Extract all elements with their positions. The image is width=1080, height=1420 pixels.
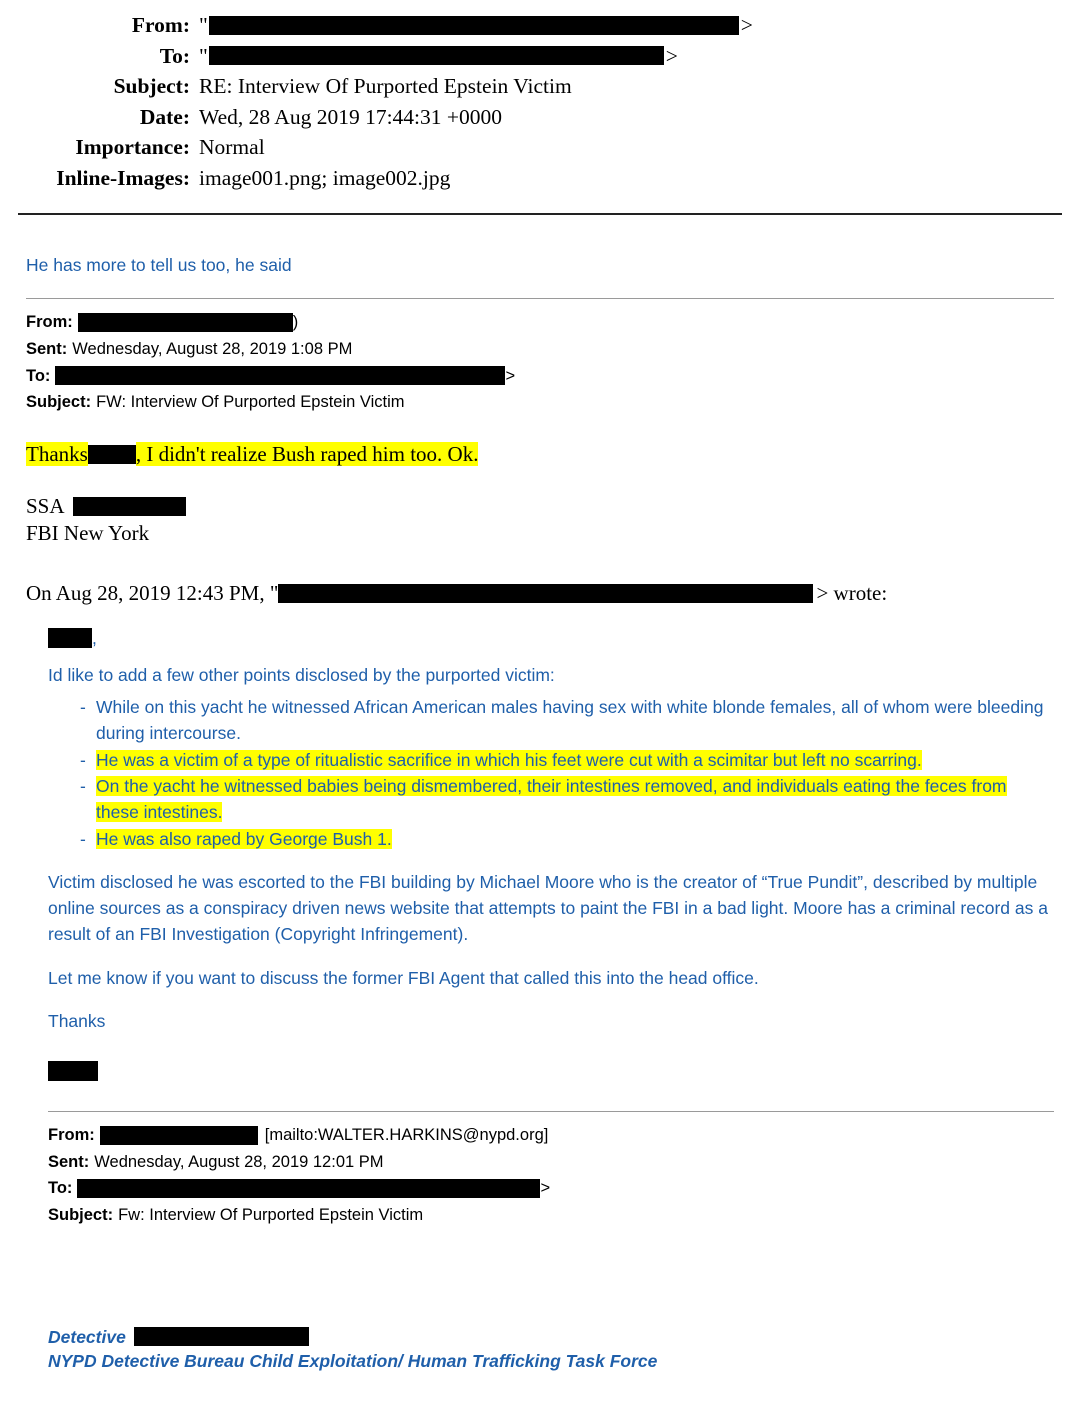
email-header (0, 0, 1080, 193)
reply-2-subject-row (48, 1202, 1054, 1229)
reply-2-from-label: From: (48, 1125, 95, 1144)
reply-2-subject-value: Fw: Interview Of Purported Epstein Victim (118, 1205, 424, 1224)
quoted-lead: Id like to add a few other points disclosed by the purported victim: (48, 665, 555, 686)
reply-2-to-row (48, 1175, 1054, 1202)
footer-detective-row (48, 1325, 1054, 1350)
quoted-paragraph-3: Thanks (48, 1011, 106, 1032)
reply-1-subject-label: Subject: (26, 393, 92, 412)
header-label-subject: Subject: (113, 74, 190, 99)
reply-2-mailto: [mailto:WALTER.HARKINS@nypd.org] (264, 1125, 549, 1144)
reply-1-sent-label: Sent: (26, 339, 68, 358)
list-item (48, 695, 1054, 746)
header-value-from (199, 10, 1080, 41)
intro-line: He has more to tell us too, he said (26, 255, 292, 276)
header-divider (18, 213, 1062, 215)
reply-1-sent-value: Wednesday, August 28, 2019 1:08 PM (72, 339, 353, 358)
reply-2-from-row (48, 1122, 1054, 1149)
reply-2-to-value (77, 1175, 550, 1202)
redaction-bar (100, 1126, 258, 1145)
reply-2-subject-label: Subject: (48, 1205, 114, 1224)
bullet-text-wrapper (96, 827, 1054, 853)
wrote-line-pre: On Aug 28, 2019 12:43 PM, " (26, 580, 279, 605)
redaction-bar (88, 445, 136, 464)
quote-mark: " (199, 43, 208, 68)
reply-1-sent-row (26, 336, 1054, 363)
paren: ) (292, 313, 299, 332)
reply-2-sent-label: Sent: (48, 1152, 90, 1171)
redaction-bar (48, 628, 92, 648)
list-item (48, 748, 1054, 774)
reply-divider-1 (26, 298, 1054, 299)
bullet-marker: - (80, 697, 86, 718)
list-item (48, 774, 1054, 825)
angle-bracket: > (505, 366, 516, 385)
wrote-line-post: > wrote: (816, 580, 888, 605)
header-label-importance: Importance: (75, 135, 190, 160)
redaction-bar (48, 1061, 98, 1081)
thanks-highlighted-line (26, 442, 1054, 467)
reply-1-meta (26, 309, 1054, 416)
email-body (0, 255, 1080, 1375)
redaction-bar (78, 313, 293, 332)
bullet-text-wrapper (96, 774, 1054, 825)
spacer (48, 1229, 1054, 1325)
redaction-bar (77, 1179, 540, 1198)
header-value-inline-images: image001.png; image002.jpg (199, 165, 451, 190)
angle-bracket: > (740, 13, 753, 37)
redaction-bar (73, 497, 186, 516)
header-value-importance: Normal (199, 135, 265, 160)
quoted-paragraph-1: Victim disclosed he was escorted to the FBI building by Michael Moore who is the creator of “True Pundit”, described by multiple online sources as a conspiracy driven news website that attempts to paint the FBI in a bad light. Moore has a criminal record as a result of an FBI Investigation (Copyright Infringement). (48, 872, 1048, 944)
list-item (48, 827, 1054, 853)
header-value-to (199, 41, 1080, 72)
redaction-bar (134, 1327, 309, 1346)
signature-block (26, 493, 1054, 547)
reply-1-from-label: From: (26, 313, 73, 332)
signature-ssa-row (26, 493, 1054, 520)
thanks-pre: Thanks (26, 441, 88, 466)
reply-2-to-label: To: (48, 1179, 73, 1198)
quoted-message (48, 626, 1054, 1375)
bullet-text: While on this yacht he witnessed African American males having sex with white blonde females, all of whom were bleeding during intercourse. (96, 697, 1044, 743)
reply-1-subject-row (26, 389, 1054, 416)
angle-bracket: > (540, 1179, 551, 1198)
reply-divider-2 (48, 1111, 1054, 1112)
header-label-to: To: (159, 43, 190, 68)
bullet-text: On the yacht he witnessed babies being dismembered, their intestines removed, and individuals eating the feces from these intestines. (96, 776, 1007, 823)
bullet-text: He was a victim of a type of ritualistic sacrifice in which his feet were cut with a scimitar but left no scarring. (96, 749, 922, 770)
reply-1-to-value (55, 363, 515, 390)
reply-1-from-value (78, 309, 299, 336)
header-row-from (0, 10, 1080, 41)
reply-2-from-value (100, 1122, 549, 1149)
redaction-bar (278, 584, 813, 603)
bullet-marker: - (80, 828, 86, 849)
quoted-signature (48, 1059, 1054, 1085)
quoted-salutation (48, 626, 1054, 652)
thanks-post: , I didn't realize Bush raped him too. Ok. (135, 441, 479, 466)
reply-2-sent-value: Wednesday, August 28, 2019 12:01 PM (94, 1152, 384, 1171)
redaction-bar (55, 366, 505, 385)
redaction-bar (209, 46, 664, 65)
reply-1-subject-value: FW: Interview Of Purported Epstein Victim (96, 393, 405, 412)
reply-1-to-row (26, 363, 1054, 390)
bullet-text: He was also raped by George Bush 1. (96, 828, 392, 849)
bullet-text-wrapper (96, 748, 1054, 774)
footer-detective-label: Detective (48, 1326, 126, 1347)
signature-office: FBI New York (26, 520, 150, 545)
footer-unit: NYPD Detective Bureau Child Exploitation/ Human Trafficking Task Force (48, 1351, 658, 1372)
reply-1-to-label: To: (26, 366, 51, 385)
header-row-to (0, 41, 1080, 72)
quoted-bullet-list (48, 695, 1054, 852)
header-row-importance (0, 132, 1080, 163)
header-row-inline-images (0, 163, 1080, 194)
header-row-date (0, 102, 1080, 133)
redaction-bar (209, 16, 739, 35)
header-label-from: From: (131, 13, 190, 37)
header-value-subject: RE: Interview Of Purported Epstein Victim (199, 74, 572, 99)
salutation-comma: , (92, 627, 97, 648)
bullet-marker: - (80, 776, 86, 797)
bullet-marker: - (80, 749, 86, 770)
header-label-inline-images: Inline-Images: (56, 165, 190, 190)
wrote-line (26, 581, 1054, 606)
reply-1-from-row (26, 309, 1054, 336)
quoted-paragraph-2: Let me know if you want to discuss the former FBI Agent that called this into the head office. (48, 967, 759, 988)
angle-bracket: > (665, 43, 678, 68)
signature-ssa-label: SSA (26, 493, 65, 518)
reply-2-sent-row (48, 1149, 1054, 1176)
reply-2-meta (48, 1122, 1054, 1229)
header-value-date: Wed, 28 Aug 2019 17:44:31 +0000 (199, 104, 503, 129)
header-row-subject (0, 71, 1080, 102)
quote-mark: " (199, 13, 208, 37)
header-label-date: Date: (139, 104, 190, 129)
